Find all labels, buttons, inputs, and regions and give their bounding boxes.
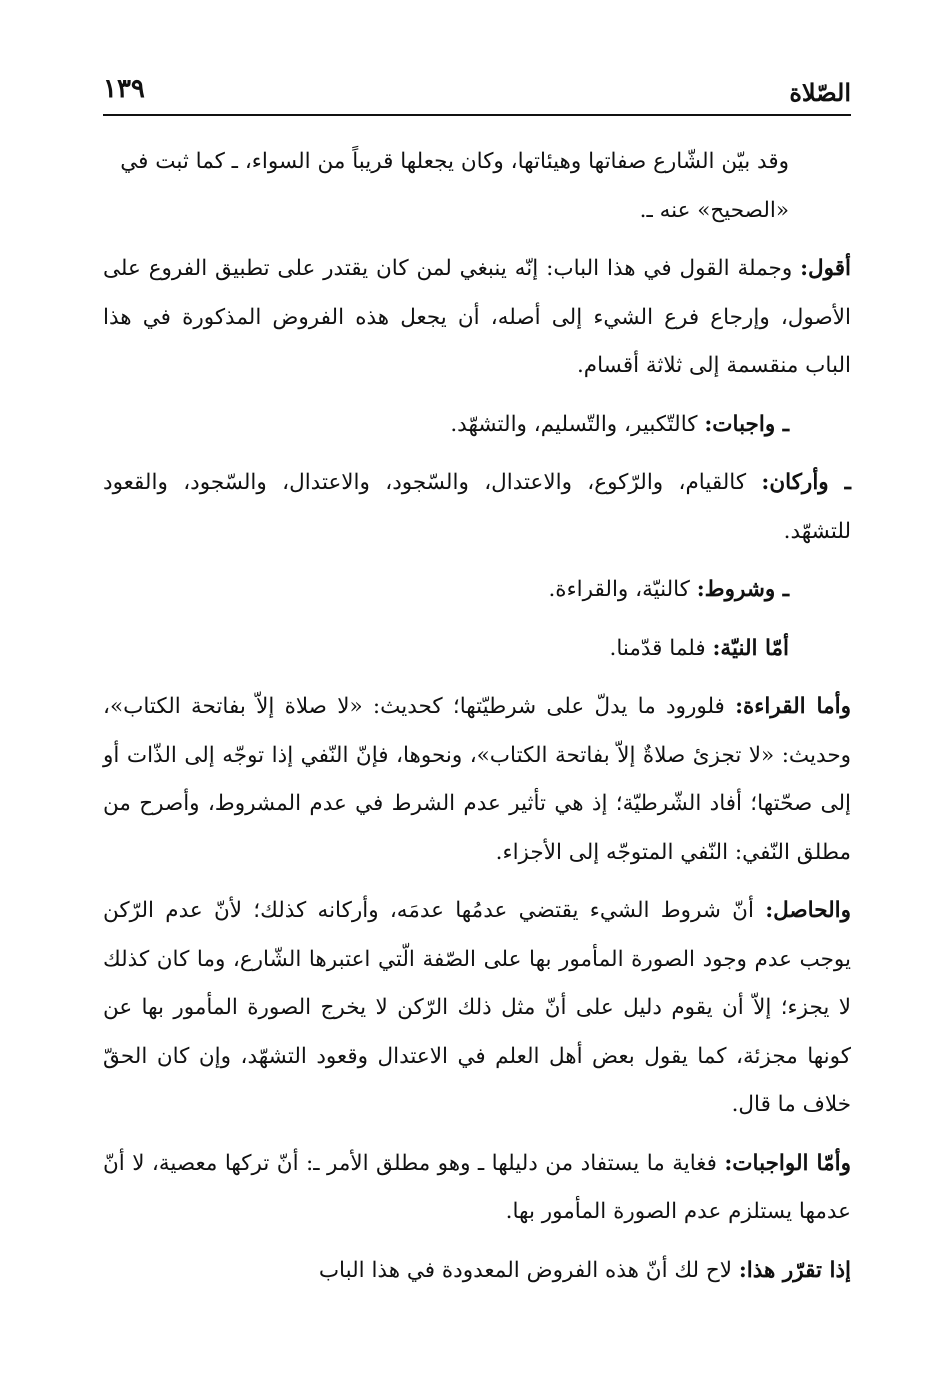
paragraph-text: أنّ شروط الشيء يقتضي عدمُها عدمَه، وأركانه كذلك؛ لأنّ عدم الرّكن يوجب عدم وجود الصورة المأمور بها على الصّفة الّتي اعتبرها الشّارع، وما كان كذلك لا يجزء؛ إلاّ أن يقوم دليل على أنّ مثل ذلك الرّكن لا يخرج الصورة المأمور بها عن كونها مجزئة، كما يقول بعض أهل العلم في الاعتدال وقعود التشهّد، وإن كان الحقّ خلاف ما قال.	[103, 898, 851, 1117]
paragraph	[103, 1140, 851, 1237]
paragraph-text: وقد بيّن الشّارع صفاتها وهيئاتها، وكان يجعلها قريباً من السواء، ـ كما ثبت في «الصحيح» عنه ـ.	[120, 149, 789, 223]
paragraph-lead: إذا تقرّر هذا:	[738, 1257, 851, 1283]
paragraph	[103, 566, 851, 615]
paragraph-text: كالنيّة، والقراءة.	[548, 577, 697, 602]
paragraph	[103, 625, 851, 674]
paragraph-text: وجملة القول في هذا الباب: إنّه ينبغي لمن كان يقتدر على تطبيق الفروع على الأصول، وإرجاع فرع الشيء إلى أصله، أن يجعل هذه الفروض المذكورة في هذا الباب منقسمة إلى ثلاثة أقسام.	[103, 256, 851, 378]
paragraph-lead: وأمّا الواجبات:	[724, 1150, 851, 1176]
paragraph-text: فغاية ما يستفاد من دليلها ـ وهو مطلق الأمر ـ: أنّ تركها معصية، لا أنّ عدمها يستلزم عدم الصورة المأمور بها.	[103, 1150, 851, 1224]
page-number: ١٣٩	[103, 74, 145, 104]
paragraph-lead: ـ وأركان:	[761, 470, 851, 495]
paragraph	[103, 459, 851, 556]
body-text	[103, 138, 851, 1295]
paragraph-lead: ـ وشروط:	[696, 577, 789, 602]
paragraph	[103, 683, 851, 877]
paragraph	[103, 1247, 851, 1296]
paragraph	[103, 887, 851, 1130]
running-header	[103, 70, 851, 116]
paragraph-text: كالتّكبير، والتّسليم، والتشهّد.	[450, 411, 705, 437]
paragraph-lead: أمّا النيّة:	[712, 635, 789, 661]
chapter-title: الصّلاة	[789, 78, 851, 107]
paragraph-lead: والحاصل:	[765, 898, 851, 923]
paragraph	[103, 245, 851, 391]
paragraph-lead: وأما القراءة:	[735, 694, 851, 719]
paragraph-text: لاح لك أنّ هذه الفروض المعدودة في هذا الباب	[318, 1257, 739, 1283]
paragraph	[103, 401, 851, 450]
book-page	[103, 70, 851, 1295]
paragraph-text: فلما قدّمنا.	[609, 635, 713, 661]
paragraph-text: فلورود ما يدلّ على شرطيّتها؛ كحديث: «لا صلاة إلاّ بفاتحة الكتاب»، وحديث: «لا تجزئ صلاةٌ إلاّ بفاتحة الكتاب»، ونحوها، فإنّ النّفي إذا توجّه إلى الذّات أو إلى صحّتها؛ أفاد الشّرطيّة؛ إذ هي تأثير عدم الشرط في عدم المشروط، وأصرح من مطلق النّفي: النّفي المتوجّه إلى الأجزاء.	[103, 694, 851, 865]
paragraph-lead: أقول:	[800, 256, 851, 281]
paragraph-text: كالقيام، والرّكوع، والاعتدال، والسّجود، والاعتدال، والسّجود، والقعود للتشهّد.	[103, 470, 851, 544]
paragraph	[103, 138, 851, 235]
paragraph-lead: ـ واجبات:	[704, 411, 789, 437]
